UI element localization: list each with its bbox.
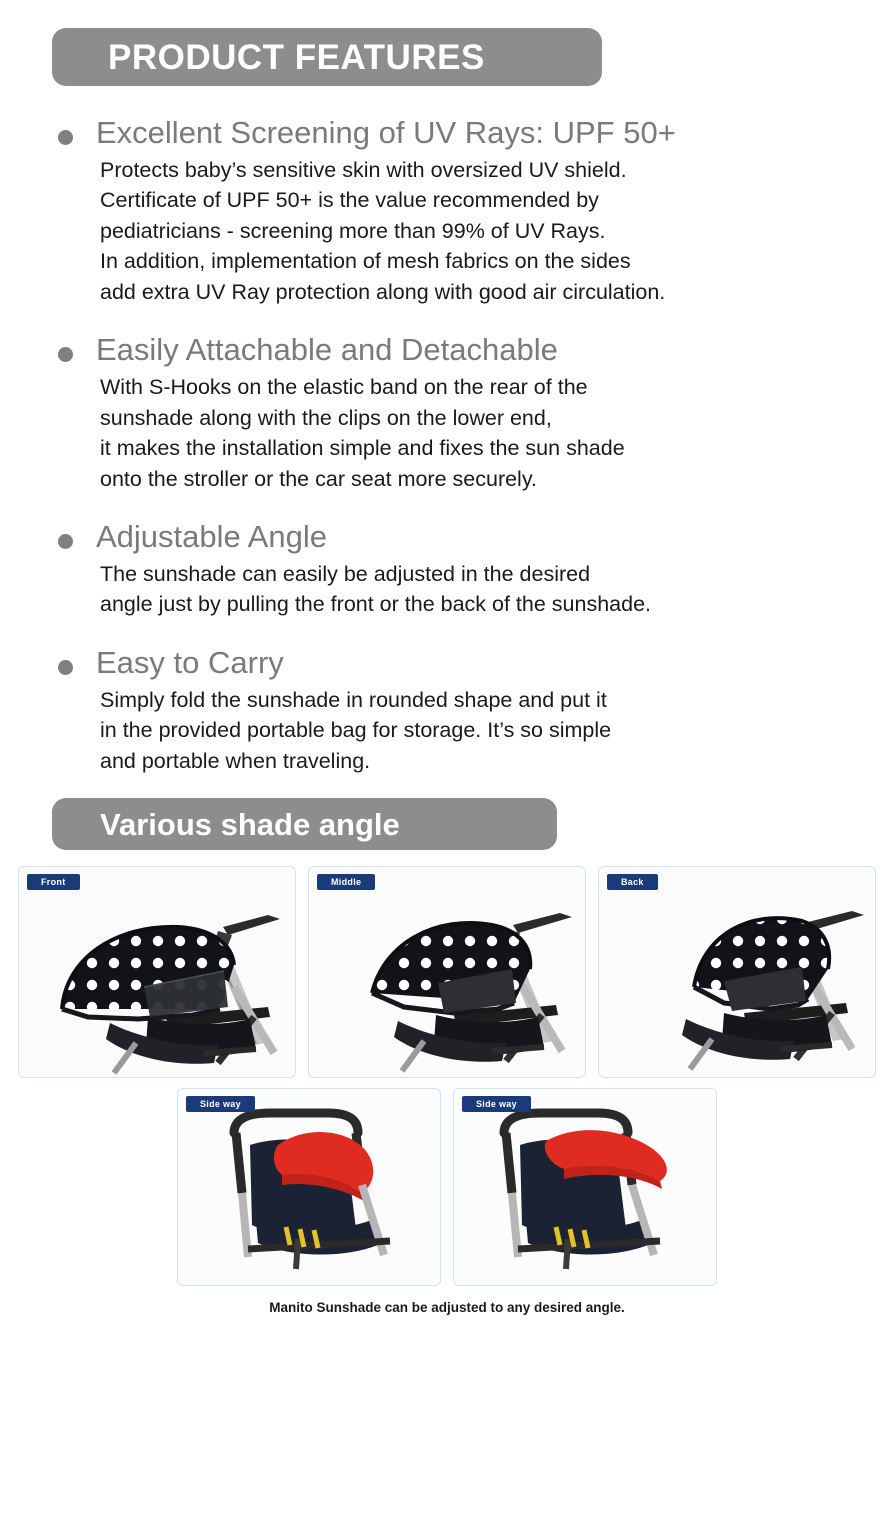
- photo-sideway-2[interactable]: [453, 1088, 717, 1286]
- stroller-sideway-red-2-image: [454, 1089, 716, 1285]
- photo-tag: Side way: [186, 1096, 255, 1112]
- photo-sideway-1[interactable]: [177, 1088, 441, 1286]
- stroller-front-image: [19, 867, 295, 1077]
- photo-tag: Front: [27, 874, 80, 890]
- bullet-icon: [58, 534, 73, 549]
- product-features-page: [0, 28, 894, 1528]
- feature-body-line: In addition, implementation of mesh fabrics on the sides: [100, 249, 631, 274]
- feature-body: [96, 372, 894, 494]
- feature-body: [96, 559, 894, 620]
- feature-body: [96, 685, 894, 777]
- product-features-banner: [52, 28, 602, 86]
- stroller-middle-image: [309, 867, 585, 1077]
- feature-body-line: pediatricians - screening more than 99% of UV Rays.: [100, 218, 606, 243]
- feature-body-line: angle just by pulling the front or the back of the sunshade.: [100, 592, 652, 617]
- feature-item: [0, 333, 894, 494]
- feature-title: Adjustable Angle: [96, 519, 327, 555]
- feature-body-line: onto the stroller or the car seat more securely.: [100, 466, 537, 491]
- feature-body-line: and portable when traveling.: [100, 748, 371, 773]
- bullet-icon: [58, 660, 73, 675]
- feature-title: Excellent Screening of UV Rays: UPF 50+: [96, 115, 676, 150]
- feature-item: [0, 116, 894, 307]
- feature-body-line: With S-Hooks on the elastic band on the rear of the: [100, 375, 588, 400]
- feature-body-line: sunshade along with the clips on the lower end,: [100, 405, 552, 430]
- bullet-icon: [58, 347, 73, 362]
- feature-title: Easily Attachable and Detachable: [96, 332, 558, 368]
- feature-body-line: in the provided portable bag for storage. It’s so simple: [100, 718, 612, 743]
- feature-item: [0, 646, 894, 776]
- photo-front[interactable]: [18, 866, 296, 1078]
- feature-list: [0, 116, 894, 776]
- feature-body-line: it makes the installation simple and fixes the sun shade: [100, 436, 625, 461]
- gallery-title: Various shade angle: [100, 806, 400, 842]
- feature-item: [0, 520, 894, 620]
- stroller-back-image: [599, 867, 875, 1077]
- feature-title: Easy to Carry: [96, 644, 284, 680]
- page-title: PRODUCT FEATURES: [108, 37, 485, 77]
- various-shade-angle-banner: [52, 798, 557, 850]
- photo-back[interactable]: [598, 866, 876, 1078]
- gallery-caption: Manito Sunshade can be adjusted to any desired angle.: [269, 1300, 625, 1316]
- feature-body-line: The sunshade can easily be adjusted in the desired: [100, 561, 591, 586]
- feature-body-line: Certificate of UPF 50+ is the value recommended by: [100, 188, 599, 213]
- bullet-icon: [58, 130, 73, 145]
- stroller-sideway-red-1-image: [178, 1089, 440, 1285]
- feature-body-line: Simply fold the sunshade in rounded shape and put it: [100, 687, 607, 712]
- photo-gallery: [0, 866, 894, 1315]
- photo-tag: Side way: [462, 1096, 531, 1112]
- gallery-row-bottom: [18, 1088, 876, 1286]
- feature-body: [96, 155, 894, 308]
- feature-body-line: Protects baby’s sensitive skin with oversized UV shield.: [100, 157, 627, 182]
- photo-tag: Middle: [317, 874, 375, 890]
- photo-middle[interactable]: [308, 866, 586, 1078]
- gallery-row-top: [18, 866, 876, 1078]
- feature-body-line: add extra UV Ray protection along with good air circulation.: [100, 279, 666, 304]
- photo-tag: Back: [607, 874, 658, 890]
